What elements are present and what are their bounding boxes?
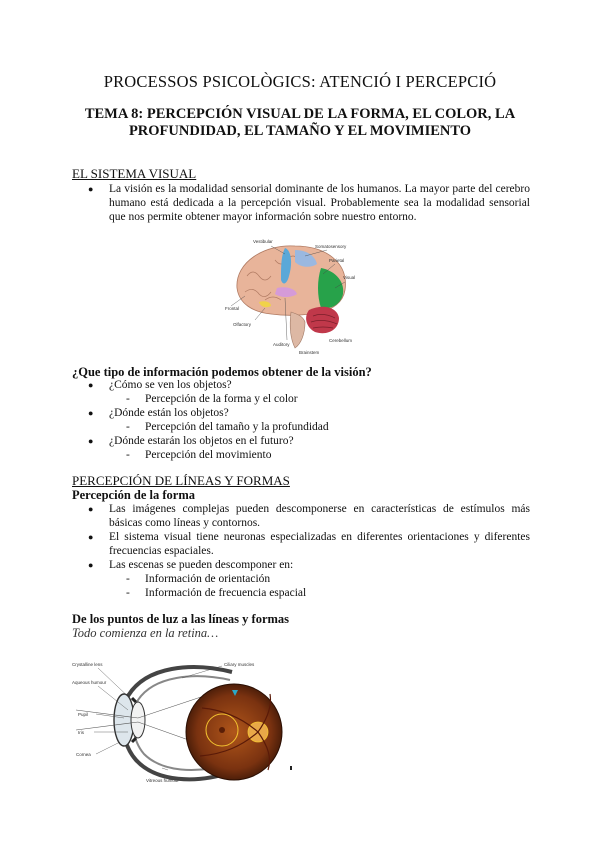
form-perception-list (88, 502, 530, 600)
questions-heading: ¿Que tipo de información podemos obtener de la visión? (72, 365, 372, 379)
eye-label-cornea: Cornea (76, 752, 91, 757)
list-item: ● El sistema visual tiene neuronas especializadas en diferentes orientaciones y diferentes frecuencias espaciales. (88, 530, 530, 558)
list-item: ● ¿Dónde están los objetos? (88, 406, 530, 420)
brain-label-visual: Visual (343, 275, 356, 280)
retina-intro: Todo comienza en la retina… (72, 626, 219, 640)
eye-label-pupil: Pupil (78, 712, 89, 717)
eye-label-ciliary-muscles: Ciliary muscles (224, 662, 255, 667)
brain-label-vestibular: Vestibular (253, 239, 273, 244)
page-mark (290, 766, 292, 770)
brain-label-somatosensory: Somatosensory (315, 244, 347, 249)
list-item: - Percepción de la forma y el color (88, 392, 530, 406)
brain-label-cerebellum: Cerebellum (329, 338, 353, 343)
eye-label-aqueous-humour: Aqueous humour (72, 680, 107, 685)
cerebellum (306, 307, 339, 334)
visual-system-list (88, 182, 530, 224)
list-item: ● ¿Dónde estarán los objetos en el futuro? (88, 434, 530, 448)
brain-label-parietal: Parietal (329, 258, 345, 263)
topic-title (0, 106, 600, 140)
course-title: PROCESSOS PSICOLÒGICS: ATENCIÓ I PERCEPCIÓ (103, 72, 497, 91)
list-item: - Información de frecuencia espacial (88, 586, 530, 600)
list-item: ● ¿Cómo se ven los objetos? (88, 378, 530, 392)
eye-retina-diagram (72, 658, 300, 790)
fovea (219, 727, 225, 733)
list-item: ● Las escenas se pueden descomponer en: (88, 558, 530, 572)
topic-title-line1: TEMA 8: PERCEPCIÓN VISUAL DE LA FORMA, EL COLOR, LA (84, 106, 516, 122)
eye-label-iris: Iris (78, 730, 84, 735)
questions-list (88, 378, 530, 462)
section-heading-visual-system: EL SISTEMA VISUAL (72, 166, 197, 181)
brain-label-brainstem: Brainstem (299, 350, 320, 355)
form-perception-subheading: Percepción de la forma (72, 488, 195, 502)
eye-label-crystalline-lens: Crystalline lens (72, 662, 103, 667)
section-heading-lines-forms: PERCEPCIÓN DE LÍNEAS Y FORMAS (72, 473, 290, 488)
brain-label-frontal: Frontal (225, 306, 240, 311)
list-item: ● La visión es la modalidad sensorial dominante de los humanos. La mayor parte del cerebro humano está dedicada a la percepción visual. Probablemente sea la modalidad sensorial que nos permite obtener mayor información sobre nuestro entorno. (88, 182, 530, 224)
eye-label-vitreous-humour: Vitreous humour (146, 778, 179, 783)
crystalline-lens (131, 702, 145, 738)
topic-title-line2: PROFUNDIDAD, EL TAMAÑO Y EL MOVIMIENTO (128, 123, 472, 139)
list-item: ● Las imágenes complejas pueden descomponerse en características de estímulos más básicas como líneas y contornos. (88, 502, 530, 530)
list-item: - Percepción del movimiento (88, 448, 530, 462)
list-item: - Percepción del tamaño y la profundidad (88, 420, 530, 434)
brain-label-auditory: Auditory (273, 342, 290, 347)
brainstem (290, 312, 305, 348)
brain-label-olfactory: Olfactory (233, 322, 252, 327)
list-item: - Información de orientación (88, 572, 530, 586)
light-to-lines-subheading: De los puntos de luz a las líneas y formas (72, 612, 290, 626)
brain-diagram (225, 236, 365, 358)
